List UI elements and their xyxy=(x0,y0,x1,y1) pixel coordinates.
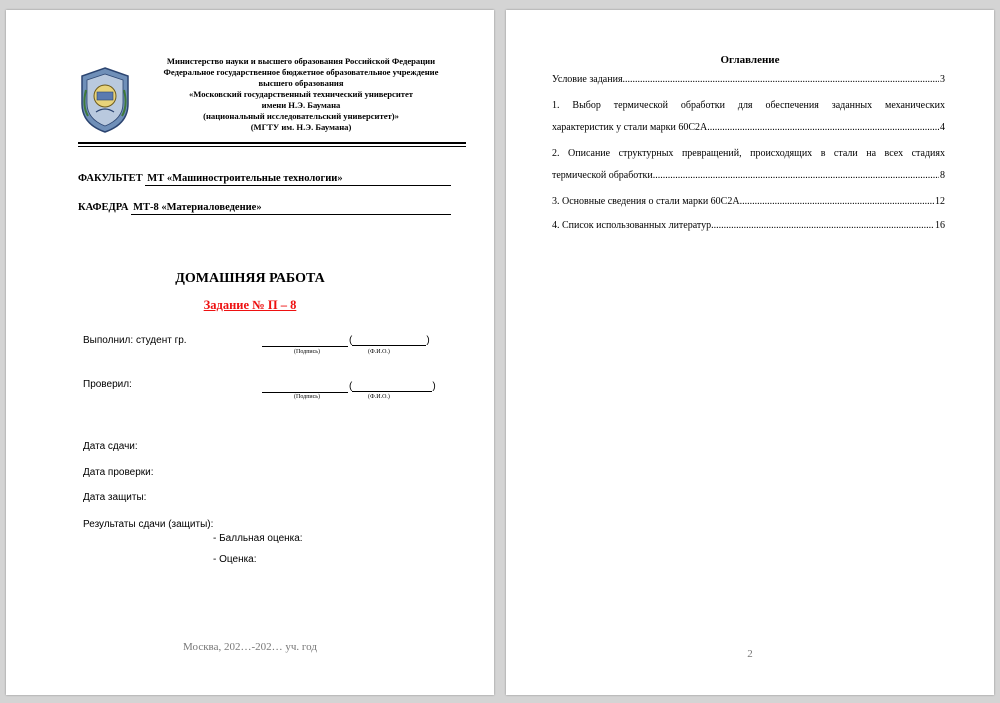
header-divider xyxy=(78,142,466,144)
toc-title: Оглавление xyxy=(720,54,780,66)
toc-leader xyxy=(707,117,939,139)
toc-item-text[interactable]: 2. Описание структурных превращений, происходящих в стали на всех стадиях xyxy=(552,148,945,159)
toc-item[interactable] xyxy=(552,117,945,139)
toc-page-number: 16 xyxy=(935,220,945,231)
title-page xyxy=(6,10,494,695)
document-title: ДОМАШНЯЯ РАБОТА xyxy=(175,271,325,286)
paren-close: ) xyxy=(426,335,430,346)
department-label: КАФЕДРА xyxy=(78,202,129,213)
faculty-line xyxy=(78,173,451,186)
org-line: Министерство науки и высшего образования Российской Федерации xyxy=(166,56,436,66)
toc-item-text[interactable]: 1. Выбор термической обработки для обеспечения заданных механических xyxy=(552,100,945,111)
task-number: Задание № П – 8 xyxy=(203,298,297,312)
checked-by-label: Проверил: xyxy=(83,379,132,390)
date-checked-label: Дата проверки: xyxy=(83,467,154,478)
signature-caption: (Подпись) xyxy=(294,394,321,400)
header-divider-thin xyxy=(78,146,466,147)
contents-page xyxy=(506,10,994,695)
toc-item[interactable] xyxy=(552,165,945,187)
table-of-contents xyxy=(552,69,945,237)
performed-by-label: Выполнил: студент гр. xyxy=(83,335,187,346)
department-line xyxy=(78,202,451,215)
toc-page-number: 12 xyxy=(935,196,945,207)
toc-item-text: 3. Основные сведения о стали марки 60С2А xyxy=(552,196,740,207)
org-line: «Московский государственный технический университет xyxy=(188,89,414,99)
org-line: (МГТУ им. Н.Э. Баумана) xyxy=(250,122,352,132)
toc-leader xyxy=(653,165,939,187)
faculty-value: МТ «Машиностроительные технологии» xyxy=(145,173,451,186)
results-label: Результаты сдачи (защиты): xyxy=(83,519,214,530)
grade-label: - Оценка: xyxy=(213,554,257,565)
university-emblem-icon xyxy=(78,66,132,134)
name-caption: (Ф.И.О.) xyxy=(368,349,390,355)
org-line: имени Н.Э. Баумана xyxy=(261,100,341,110)
name-caption: (Ф.И.О.) xyxy=(368,394,390,400)
name-field xyxy=(349,381,436,392)
paren-close: ) xyxy=(432,381,436,392)
toc-item-text: характеристик у стали марки 60С2А xyxy=(552,122,708,133)
org-line: Федеральное государственное бюджетное образовательное учреждение xyxy=(163,67,439,77)
page-footer: Москва, 202…-202… уч. год xyxy=(183,641,317,653)
signature-caption: (Подпись) xyxy=(294,349,321,355)
signature-line xyxy=(262,380,348,393)
department-value: МТ-8 «Материаловедение» xyxy=(131,202,451,215)
organization-header xyxy=(134,56,468,133)
date-defense-label: Дата защиты: xyxy=(83,492,147,503)
signature-line xyxy=(262,334,348,347)
score-label: - Балльная оценка: xyxy=(213,533,303,544)
paren-open: ( xyxy=(349,381,353,392)
toc-item-text: 4. Список использованных литератур xyxy=(552,220,712,231)
toc-page-number: 3 xyxy=(940,74,945,85)
org-line: (национальный исследовательский университет)» xyxy=(203,111,399,121)
toc-item-text: Условие задания xyxy=(552,74,623,85)
name-field xyxy=(349,335,430,346)
paren-open: ( xyxy=(349,335,353,346)
toc-leader xyxy=(711,215,934,237)
name-underline xyxy=(352,381,432,392)
date-submitted-label: Дата сдачи: xyxy=(83,441,138,452)
toc-item[interactable] xyxy=(552,191,945,213)
toc-page-number: 4 xyxy=(940,122,945,133)
toc-page-number: 8 xyxy=(940,170,945,181)
toc-item[interactable] xyxy=(552,215,945,237)
faculty-label: ФАКУЛЬТЕТ xyxy=(78,173,143,184)
toc-leader xyxy=(623,69,939,91)
toc-leader xyxy=(740,191,934,213)
page-number: 2 xyxy=(747,648,753,660)
name-underline xyxy=(352,335,426,346)
org-line: высшего образования xyxy=(258,78,344,88)
toc-item-text: термической обработки xyxy=(552,170,653,181)
toc-item[interactable] xyxy=(552,69,945,91)
